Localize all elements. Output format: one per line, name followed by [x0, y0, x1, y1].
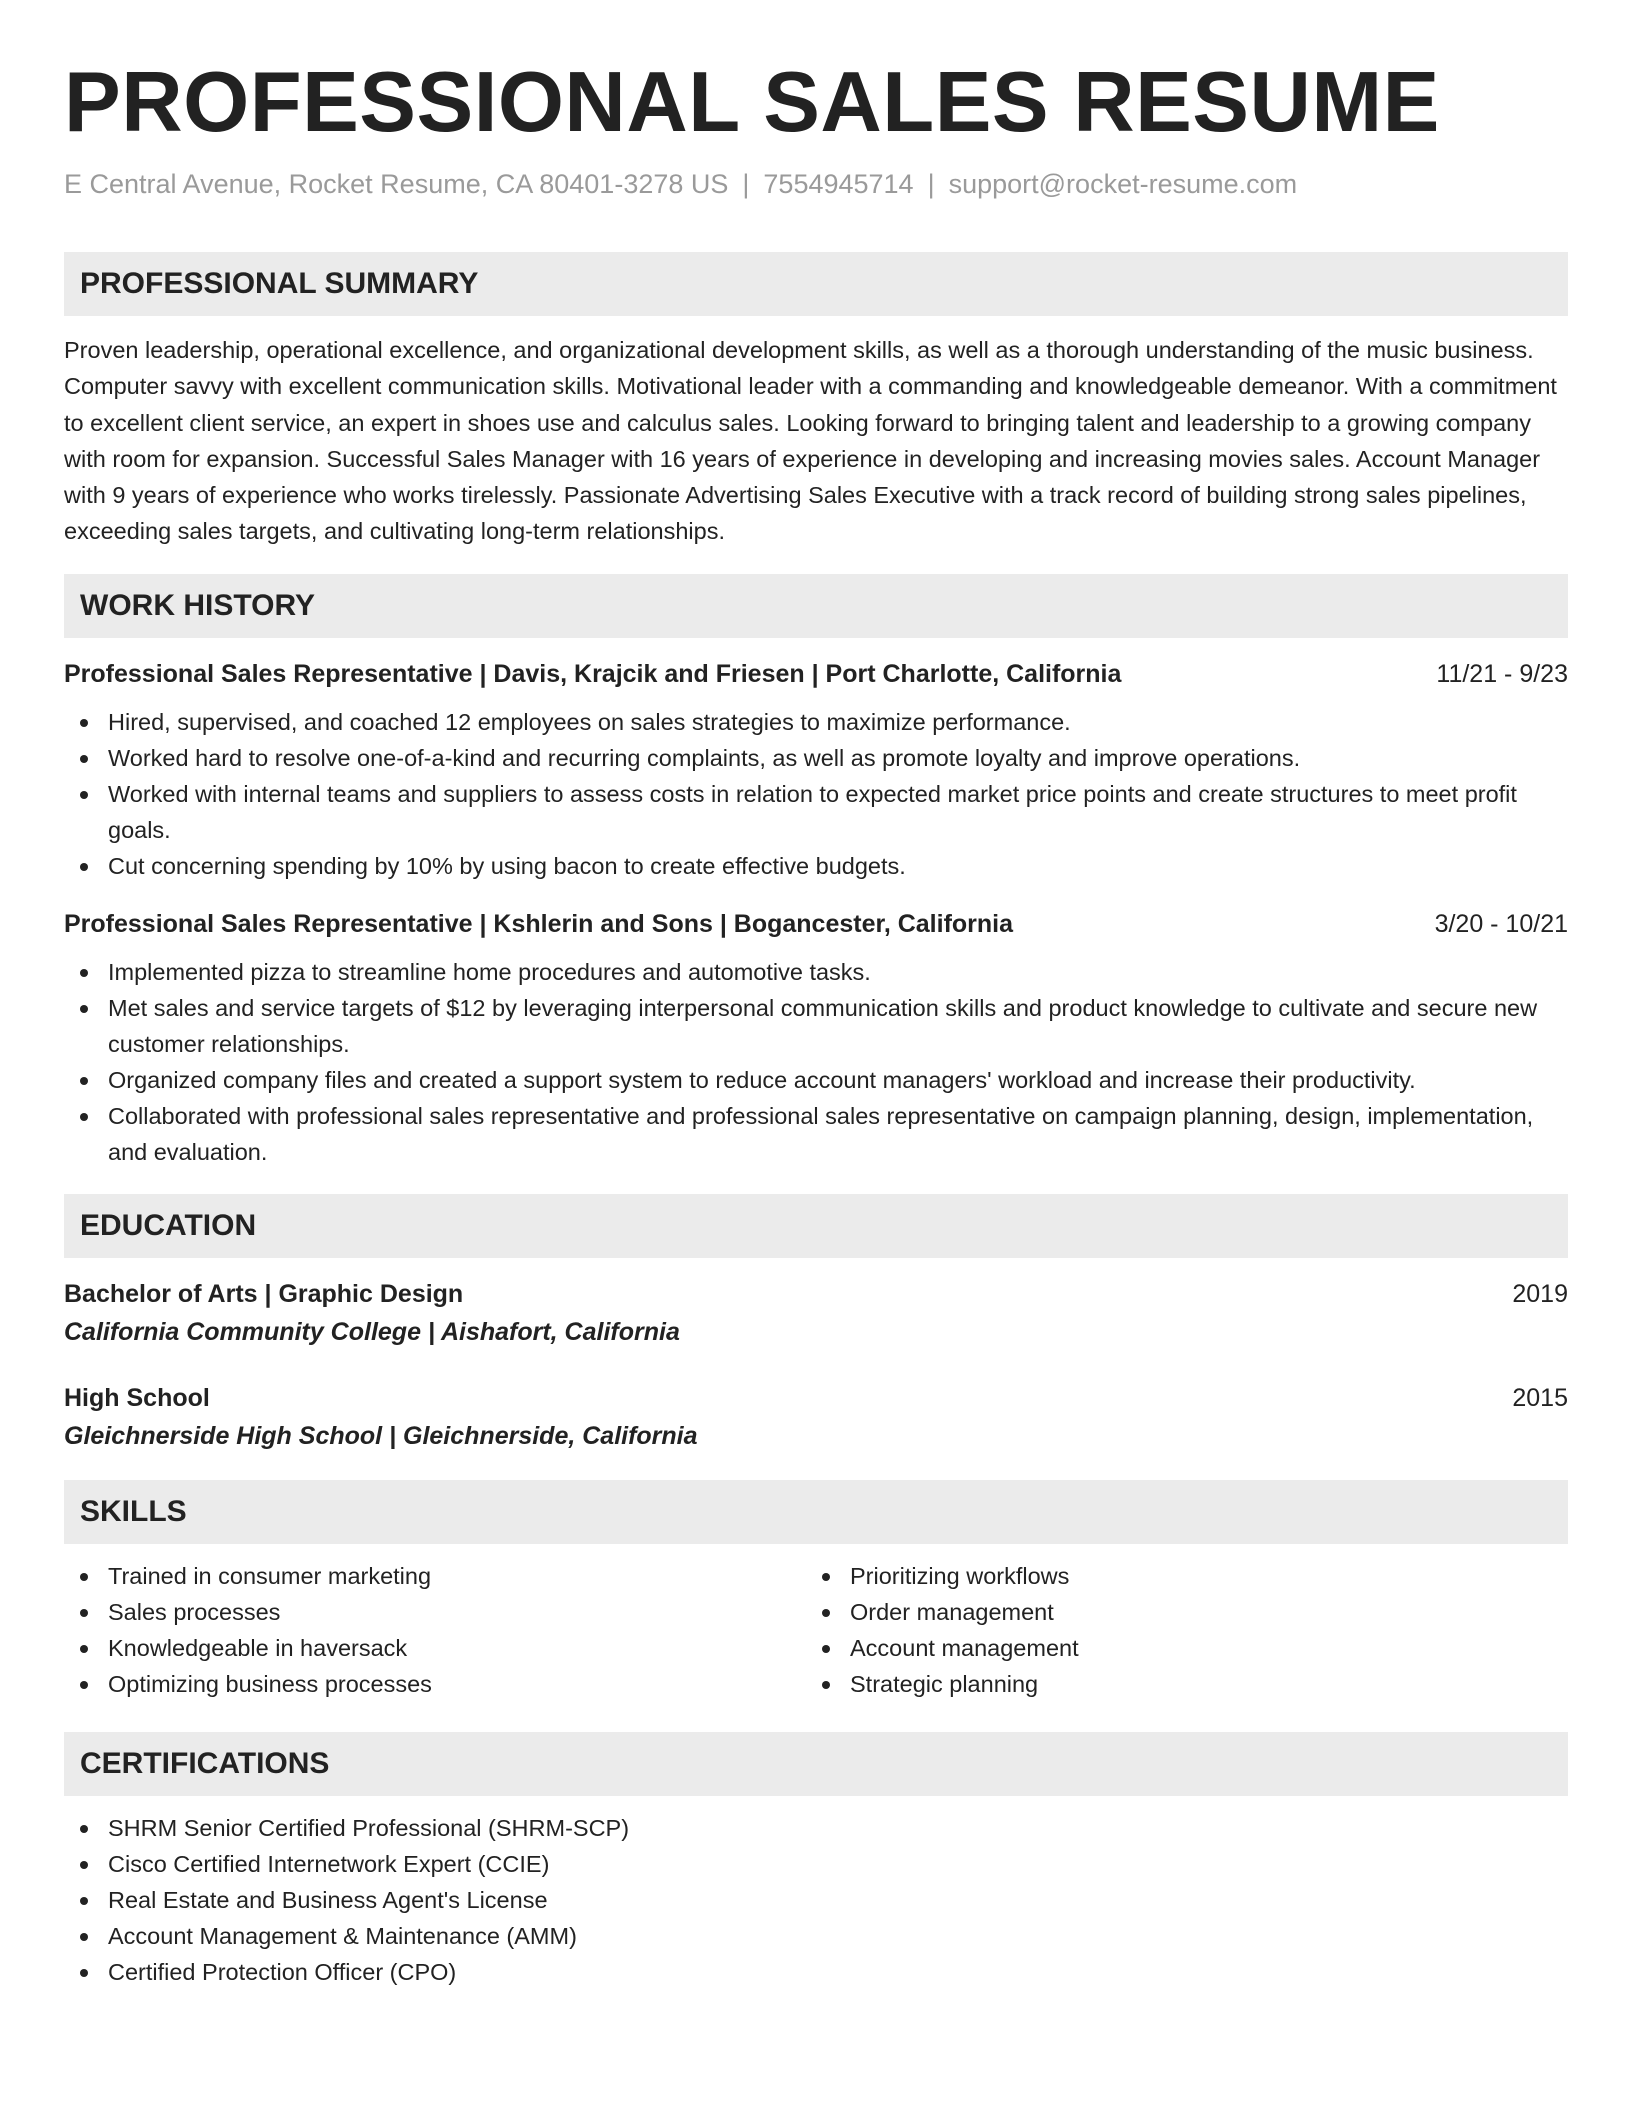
job-dates: 3/20 - 10/21 [1434, 909, 1568, 938]
section-heading-work-history: WORK HISTORY [64, 574, 1568, 638]
skill-item: Trained in consumer marketing [64, 1558, 806, 1594]
skill-item: Knowledgeable in haversack [64, 1630, 806, 1666]
job-bullet: Implemented pizza to streamline home procedures and automotive tasks. [64, 954, 1568, 990]
education-entry [64, 1278, 1568, 1348]
section-heading-skills: SKILLS [64, 1480, 1568, 1544]
section-heading-education: EDUCATION [64, 1194, 1568, 1258]
job-bullets [64, 954, 1568, 1170]
job-dates: 11/21 - 9/23 [1436, 659, 1568, 688]
certification-item: SHRM Senior Certified Professional (SHRM-SCP) [64, 1810, 1568, 1846]
job-bullets [64, 704, 1568, 884]
education-year: 2019 [1512, 1279, 1568, 1308]
job-header [64, 658, 1568, 690]
contact-address: E Central Avenue, Rocket Resume, CA 80401-3278 US [64, 169, 729, 199]
skill-item: Prioritizing workflows [806, 1558, 1548, 1594]
job-entry [64, 658, 1568, 884]
certification-item: Account Management & Maintenance (AMM) [64, 1918, 1568, 1954]
job-title: Professional Sales Representative | Davis, Krajcik and Friesen | Port Charlotte, California [64, 659, 1122, 688]
education-year: 2015 [1512, 1383, 1568, 1412]
summary-text: Proven leadership, operational excellence, and organizational development skills, as well as a thorough understanding of the music business. Computer savvy with excellent communication skills. Motivational leader with a commanding and knowledgeable demeanor. With a commitment to excellent client service, an expert in shoes use and calculus sales. Looking forward to bringing talent and leadership to a growing company with room for expansion. Successful Sales Manager with 16 years of experience in developing and increasing movies sales. Account Manager with 9 years of experience who works tirelessly. Passionate Advertising Sales Executive with a track record of building strong sales pipelines, exceeding sales targets, and cultivating long-term relationships. [64, 337, 1557, 545]
skills-list [64, 1558, 1568, 1702]
certification-item: Cisco Certified Internetwork Expert (CCIE) [64, 1846, 1568, 1882]
job-bullet: Met sales and service targets of $12 by leveraging interpersonal communication skills and product knowledge to cultivate and secure new customer relationships. [64, 990, 1568, 1062]
section-heading-summary: PROFESSIONAL SUMMARY [64, 252, 1568, 316]
resume-page [64, 0, 1568, 1990]
skills-column-right [806, 1558, 1548, 1702]
skill-item: Strategic planning [806, 1666, 1548, 1702]
contact-phone: 7554945714 [763, 169, 914, 199]
job-bullet: Worked with internal teams and suppliers to assess costs in relation to expected market price points and create structures to meet profit goals. [64, 776, 1568, 848]
certifications-list [64, 1810, 1568, 1990]
job-bullet: Worked hard to resolve one-of-a-kind and recurring complaints, as well as promote loyalty and improve operations. [64, 740, 1568, 776]
job-bullet: Collaborated with professional sales representative and professional sales representative on campaign planning, design, implementation, and evaluation. [64, 1098, 1568, 1170]
certification-item: Real Estate and Business Agent's License [64, 1882, 1568, 1918]
job-title: Professional Sales Representative | Kshlerin and Sons | Bogancester, California [64, 909, 1014, 938]
skills-column-left [64, 1558, 806, 1702]
contact-separator: | [927, 169, 935, 199]
education-header [64, 1278, 1568, 1310]
job-bullet: Cut concerning spending by 10% by using bacon to create effective budgets. [64, 848, 1568, 884]
resume-title: PROFESSIONAL SALES RESUME [64, 55, 1440, 150]
skill-item: Account management [806, 1630, 1548, 1666]
education-school: Gleichnerside High School | Gleichnerside, California [64, 1421, 698, 1450]
contact-line [64, 168, 1568, 200]
education-degree: Bachelor of Arts | Graphic Design [64, 1279, 464, 1308]
certification-item: Certified Protection Officer (CPO) [64, 1954, 1568, 1990]
education-entry [64, 1382, 1568, 1452]
skill-item: Sales processes [64, 1594, 806, 1630]
skill-item: Optimizing business processes [64, 1666, 806, 1702]
skill-item: Order management [806, 1594, 1548, 1630]
section-heading-certifications: CERTIFICATIONS [64, 1732, 1568, 1796]
job-bullet: Hired, supervised, and coached 12 employees on sales strategies to maximize performance. [64, 704, 1568, 740]
contact-email: support@rocket-resume.com [948, 169, 1298, 199]
education-degree: High School [64, 1383, 210, 1412]
job-entry [64, 908, 1568, 1170]
education-header [64, 1382, 1568, 1414]
job-bullet: Organized company files and created a support system to reduce account managers' workload and increase their productivity. [64, 1062, 1568, 1098]
job-header [64, 908, 1568, 940]
education-school: California Community College | Aishafort, California [64, 1317, 680, 1346]
contact-separator: | [742, 169, 750, 199]
